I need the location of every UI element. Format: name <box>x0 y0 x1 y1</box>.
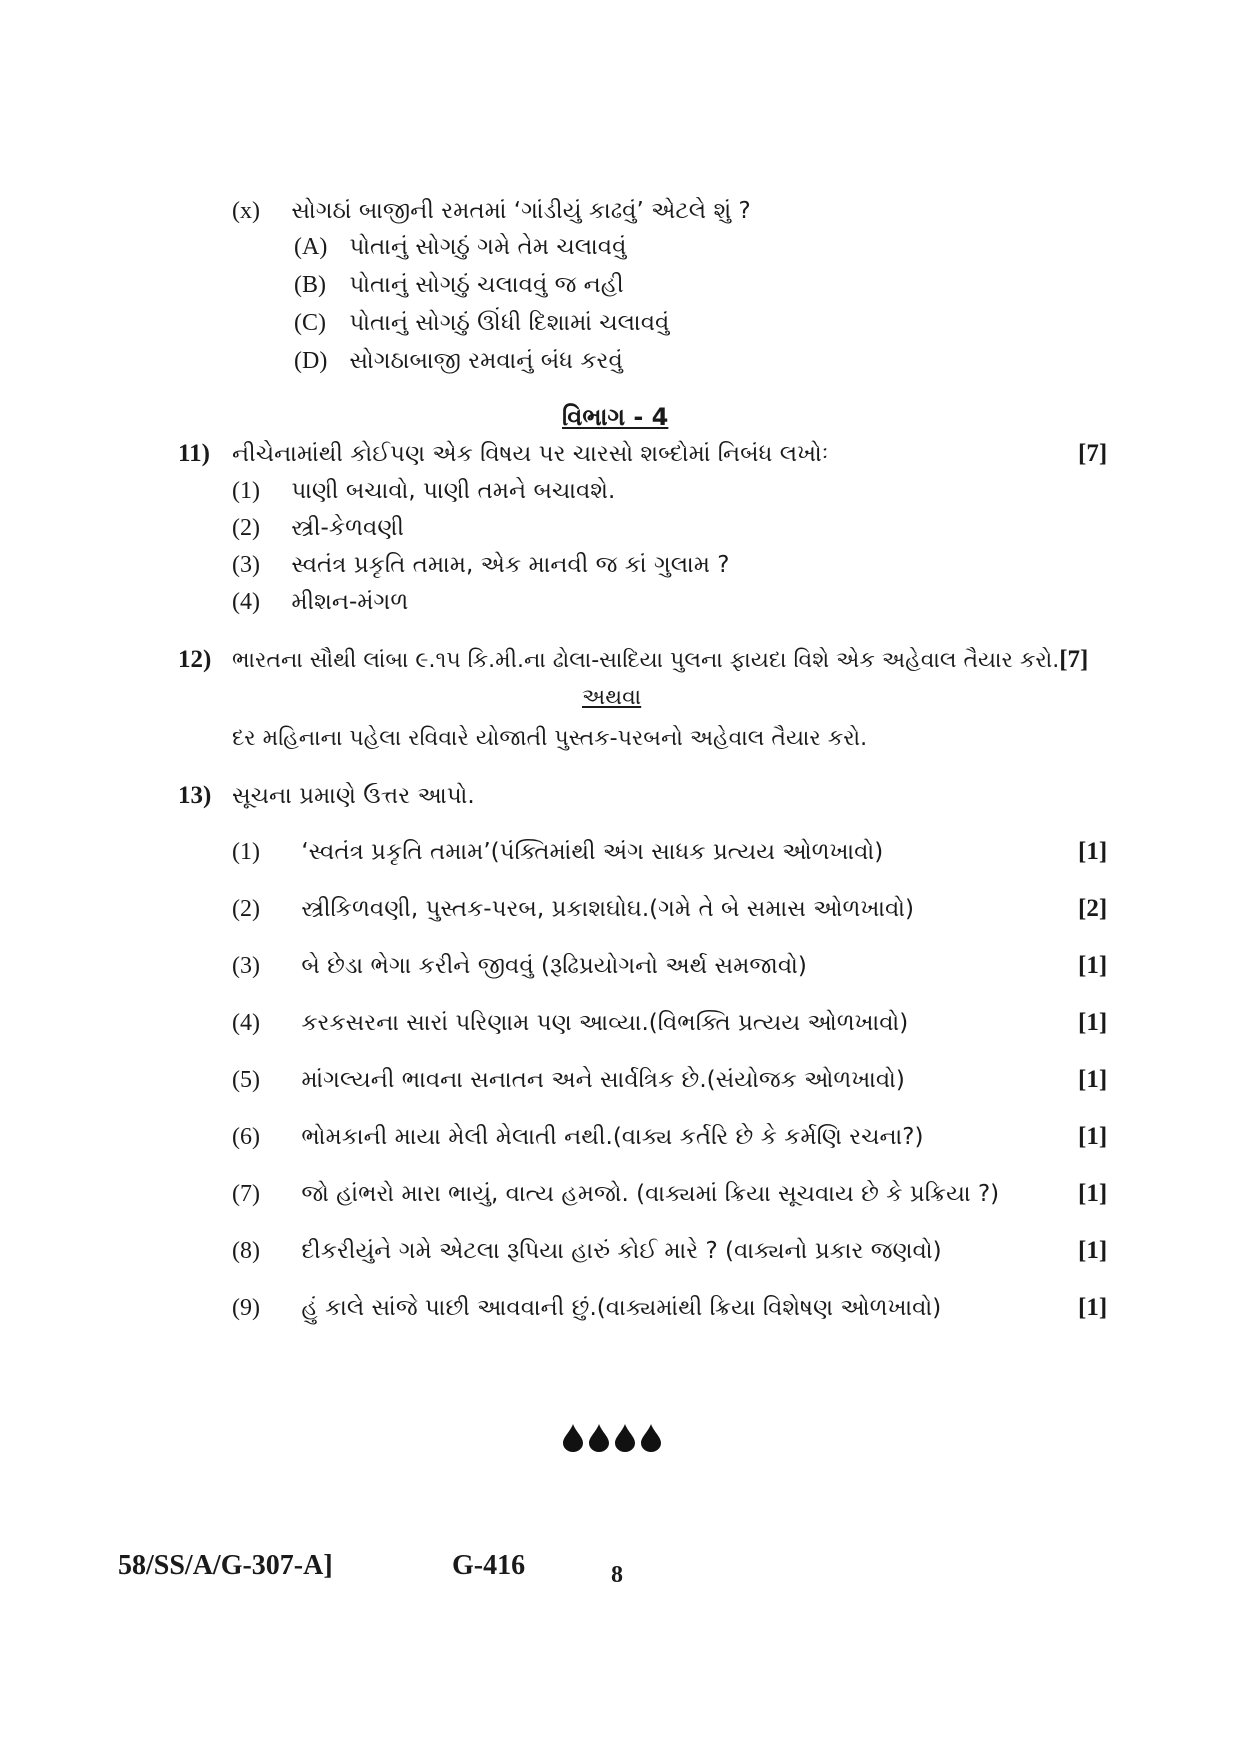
option-text: પોતાનું સોગઠું ગમે તેમ ચલાવવું <box>349 234 627 260</box>
essay-topic-1 <box>232 476 615 506</box>
option-d <box>294 346 623 376</box>
sub-question-6 <box>232 1122 923 1152</box>
sub-question-text: બે છેડા ભેગા કરીને જીવવું (રૂઢિપ્રયોગનો અર્થ સમજાવો) <box>301 953 807 979</box>
or-label: અથવા <box>582 685 642 710</box>
option-b <box>294 270 624 300</box>
sub-question-label: (6) <box>232 1124 260 1150</box>
essay-topic-3 <box>232 550 730 580</box>
marks: [2] <box>1078 895 1108 922</box>
sub-question-text: સ્ત્રીકિળવણી, પુસ્તક-પરબ, પ્રકાશઘોઘ.(ગમે તે બે સમાસ ઓળખાવો) <box>301 896 915 922</box>
option-text: પોતાનું સોગઠું ચલાવવું જ નહી <box>349 272 624 298</box>
sub-question-text: કરકસરના સારાં પરિણામ પણ આવ્યા.(વિભક્તિ પ્રત્યય ઓળખાવો) <box>301 1010 909 1036</box>
question-label: (x) <box>232 198 260 224</box>
essay-topic-4 <box>232 587 408 617</box>
drop-icon <box>615 1424 635 1452</box>
page-number: 8 <box>611 1562 623 1588</box>
option-text: સોગઠાબાજી રમવાનું બંધ કરવું <box>349 348 623 374</box>
sub-question-text: દીકરીયુંને ગમે એટલા રૂપિયા હારું કોઈ મારે ? (વાક્યનો પ્રકાર જણવો) <box>301 1238 942 1264</box>
option-label: (D) <box>294 348 328 374</box>
section-heading: વિભાગ - 4 <box>562 403 669 431</box>
marks: [1] <box>1078 1009 1108 1036</box>
question-text: સોગઠાં બાજીની રમતમાં ‘ગાંડીયું કાઢવું’ એટલે શું ? <box>291 198 751 224</box>
sub-question-label: (1) <box>232 839 260 865</box>
sub-question-label: (7) <box>232 1181 260 1207</box>
marks: [1] <box>1078 1237 1108 1264</box>
question-12-alt-text: દર મહિનાના પહેલા રવિવારે યોજાતી પુસ્તક-પરબનો અહેવાલ તૈયાર કરો. <box>232 726 868 751</box>
option-label: (B) <box>294 272 326 298</box>
drop-icon <box>563 1424 583 1452</box>
marks: [1] <box>1078 1180 1108 1207</box>
question-number: 13) <box>178 782 212 809</box>
sub-question-label: (5) <box>232 1067 260 1093</box>
paper-number: G-416 <box>452 1550 526 1581</box>
sub-question-7 <box>232 1179 999 1209</box>
marks: [7] <box>1059 646 1089 673</box>
marks: [1] <box>1078 1066 1108 1093</box>
sub-question-5 <box>232 1065 905 1095</box>
option-text: મીશન-મંગળ <box>291 589 409 615</box>
sub-question-label: (2) <box>232 896 260 922</box>
sub-question-label: (3) <box>232 953 260 979</box>
option-text: સ્વતંત્ર પ્રકૃતિ તમામ, એક માનવી જ કાં ગુલામ ? <box>291 552 730 578</box>
option-label: (3) <box>232 552 260 578</box>
question-13-text: સૂચના પ્રમાણે ઉત્તર આપો. <box>232 783 475 809</box>
option-label: (A) <box>294 234 328 260</box>
paper-code: 58/SS/A/G-307-A] <box>118 1550 333 1581</box>
sub-question-9 <box>232 1293 941 1323</box>
question-text: ભારતના સૌથી લાંબા ૯.૧૫ કિ.મી.ના ઢોલા-સાદિયા પુલના ફાયદા વિશે એક અહેવાલ તૈયાર કરો. <box>232 648 1060 673</box>
option-label: (2) <box>232 515 260 541</box>
option-a <box>294 232 626 262</box>
sub-question-3 <box>232 951 807 981</box>
marks: [1] <box>1078 838 1108 865</box>
sub-question-text: ‘સ્વતંત્ર પ્રકૃતિ તમામ’(પંક્તિમાંથી અંગ સાધક પ્રત્યય ઓળખાવો) <box>301 839 884 865</box>
end-ornament <box>563 1424 661 1452</box>
sub-question-text: હું કાલે સાંજે પાછી આવવાની છું.(વાક્યમાંથી ક્રિયા વિશેષણ ઓળખાવો) <box>301 1295 942 1321</box>
marks: [1] <box>1078 952 1108 979</box>
essay-topic-2 <box>232 513 404 543</box>
drop-icon <box>641 1424 661 1452</box>
option-text: સ્ત્રી-કેળવણી <box>291 515 404 541</box>
sub-question-8 <box>232 1236 942 1266</box>
sub-question-text: જો હાંભરો મારા ભાયું, વાત્ય હમજો. (વાક્યમાં ક્રિયા સૂચવાય છે કે પ્રક્રિયા ?) <box>301 1181 1000 1207</box>
sub-question-label: (4) <box>232 1010 260 1036</box>
sub-question-label: (9) <box>232 1295 260 1321</box>
question-11-text: નીચેનામાંથી કોઈપણ એક વિષય પર ચારસો શબ્દોમાં નિબંધ લખોઃ <box>232 441 829 467</box>
option-label: (C) <box>294 310 326 336</box>
marks: [1] <box>1078 1294 1108 1321</box>
marks: [7] <box>1078 440 1108 467</box>
option-label: (4) <box>232 589 260 615</box>
sub-question-2 <box>232 894 914 924</box>
sub-question-4 <box>232 1008 908 1038</box>
marks: [1] <box>1078 1123 1108 1150</box>
option-text: પોતાનું સોગઠું ઊંધી દિશામાં ચલાવવું <box>349 310 670 336</box>
sub-question-text: માંગલ્યની ભાવના સનાતન અને સાર્વત્રિક છે.(સંયોજક ઓળખાવો) <box>301 1067 905 1093</box>
sub-question-text: ભોમકાની માયા મેલી મેલાતી નથી.(વાક્ય કર્તરિ છે કે કર્મણિ રચના?) <box>301 1124 924 1150</box>
option-text: પાણી બચાવો, પાણી તમને બચાવશે. <box>291 478 616 504</box>
question-10x <box>232 196 751 226</box>
option-label: (1) <box>232 478 260 504</box>
drop-icon <box>589 1424 609 1452</box>
option-c <box>294 308 669 338</box>
question-12-text <box>232 645 1088 676</box>
sub-question-label: (8) <box>232 1238 260 1264</box>
sub-question-1 <box>232 837 883 867</box>
question-number: 12) <box>178 646 212 673</box>
question-number: 11) <box>178 440 210 467</box>
